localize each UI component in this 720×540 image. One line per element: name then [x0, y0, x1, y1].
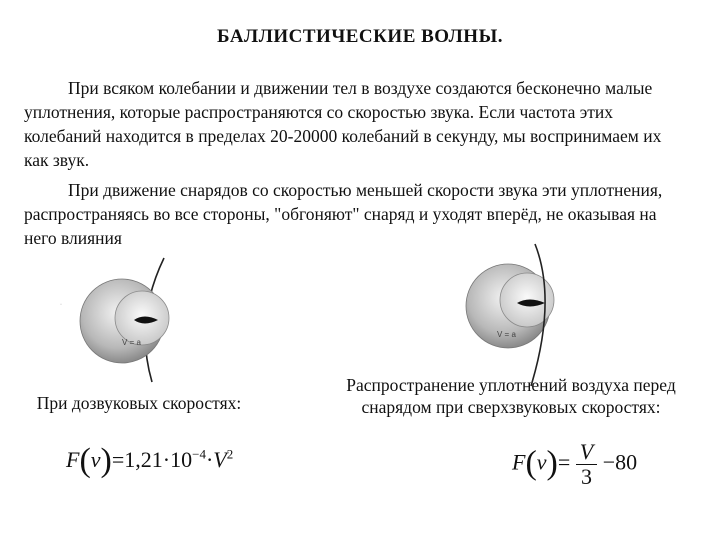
- supersonic-wave-figure: [455, 240, 575, 390]
- fraction-numerator: V: [576, 440, 597, 465]
- formula-base: 10: [170, 447, 193, 472]
- formula-eq: =: [557, 449, 571, 475]
- formula-v: v: [536, 449, 547, 475]
- formula-subsonic: [66, 442, 233, 480]
- formula-minus: −: [602, 449, 616, 475]
- velocity-label: V = a: [497, 330, 516, 339]
- small-dot-mark: ·: [60, 302, 62, 308]
- formula-fraction: [576, 440, 597, 489]
- formula-coef: 1,21: [124, 447, 163, 472]
- caption-subsonic: При дозвуковых скоростях:: [36, 393, 242, 413]
- subsonic-wave-figure: [40, 250, 190, 390]
- formula-f: F: [512, 449, 526, 475]
- paragraph-sound: [24, 76, 690, 172]
- formula-dot: ·: [162, 447, 171, 472]
- formula-f: F: [66, 447, 80, 472]
- formula-dot2: ·: [205, 447, 214, 472]
- velocity-label: V = a: [122, 338, 141, 347]
- paren: (: [525, 444, 537, 482]
- formula-exp: −4: [192, 446, 206, 462]
- formula-var-exp: 2: [226, 446, 234, 462]
- formula-const: 80: [615, 449, 638, 475]
- formula-v: v: [90, 447, 101, 472]
- paren: ): [546, 444, 558, 482]
- fraction-denominator: 3: [581, 464, 593, 489]
- paragraph-subsonic: [24, 178, 690, 250]
- formula-supersonic: [512, 440, 637, 489]
- paren: (: [79, 442, 91, 479]
- formula-var: V: [213, 447, 227, 472]
- paren: ): [100, 442, 112, 479]
- paragraph-subsonic-text: При движение снарядов со скоростью меньшей скорости звука эти уплотнения, распространяясь во все стороны, "обгоняют" снаряд и уходят вперёд, не оказывая на него влияния: [24, 180, 663, 248]
- paragraph-sound-text: При всяком колебании и движении тел в воздухе создаются бесконечно малые уплотнения, которые распространяются со скоростью звука. Если частота этих колебаний находится в пределах 20-20000 колебаний в секунду, мы воспринимаем их как звук.: [24, 78, 662, 170]
- caption-supersonic: Распространение уплотнений воздуха перед снарядом при сверхзвуковых скоростях:: [346, 375, 676, 417]
- page-title: БАЛЛИСТИЧЕСКИЕ ВОЛНЫ.: [217, 26, 503, 47]
- formula-eq: =: [111, 447, 125, 472]
